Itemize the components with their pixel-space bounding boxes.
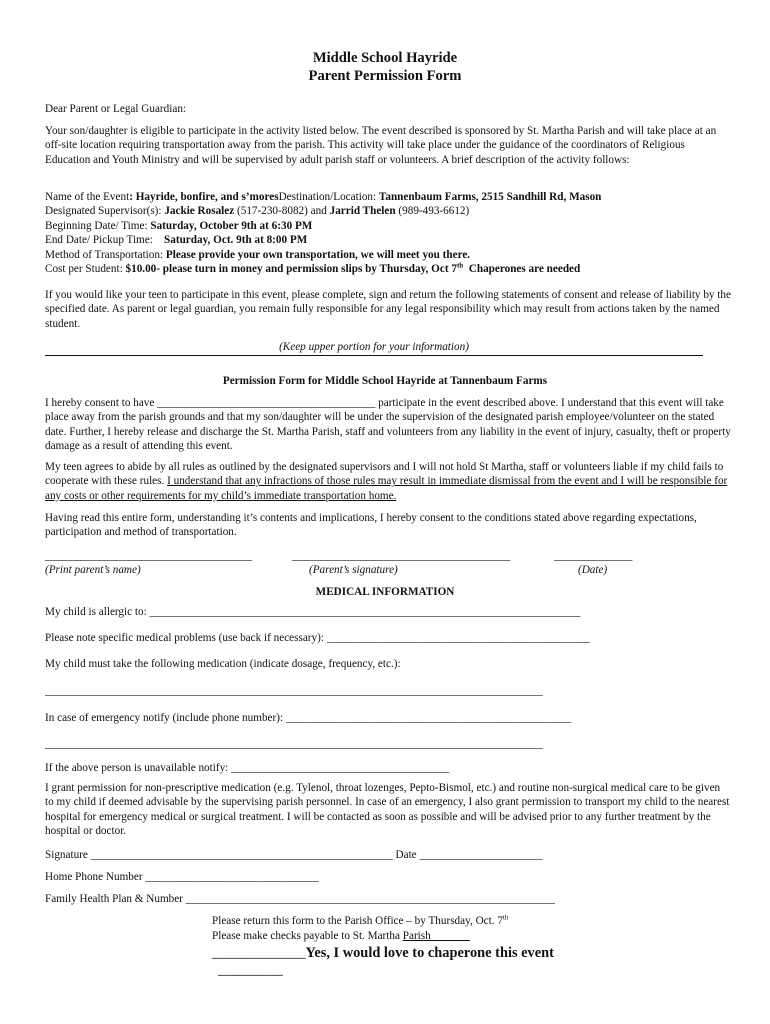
health-plan-field[interactable]: Family Health Plan & Number __________________________________________________________________: [45, 893, 555, 905]
medical-problems-field[interactable]: Please note specific medical problems (use back if necessary): _______________________________________________: [45, 632, 590, 644]
transport-line: Method of Transportation: Please provide your own transportation, we will meet you there.: [45, 248, 471, 261]
alternate-contact-field[interactable]: If the above person is unavailable notify: _______________________________________: [45, 762, 450, 774]
chaperone-blank-2[interactable]: _________: [218, 962, 283, 978]
event-name-line: Name of the Event: Hayride, bonfire, and s’moresDestination/Location: Tannenbaum Farms, 2515 Sandhill Rd, Mason: [45, 191, 602, 203]
parent-signature-line[interactable]: _______________________________________: [292, 550, 511, 562]
home-phone-field[interactable]: Home Phone Number _______________________________: [45, 871, 319, 883]
medication-prompt: My child must take the following medication (indicate dosage, frequency, etc.):: [45, 658, 401, 670]
rules-paragraph: My teen agrees to abide by all rules as outlined by the designated supervisors and I will not hold St Martha, staff or volunteers liable if my child fails to cooperate with these rules. I understand that any infractions of those rules may result in immediate dismissal from the event and I will be responsible for any costs or other requirements for my child’s immediate transportation home.: [45, 461, 728, 502]
permission-heading: Permission Form for Middle School Hayride at Tannenbaum Farms: [222, 375, 548, 387]
print-name-label: (Print parent’s name): [45, 564, 141, 576]
intro-paragraph: Your son/daughter is eligible to participate in the activity listed below. The event described is sponsored by St. Martha Parish and will take place at an off-site location requiring transportation away from the parish. This activity will take place under the guidance of the coordinators of Religious Education and Youth Ministry and will be supervised by adult parish staff or volunteers. A brief description of the activity follows:: [45, 125, 717, 166]
consent-paragraph: I hereby consent to have _______________________________________ participate in the event described above. I understand that this event will take place away from the parish grounds and that my son/daughter will be under the supervision of the designated parish employee/volunteer on the stated date. Further, I hereby release and discharge the St. Martha Parish, staff and volunteers from any liability in the event of injury, casualty, theft or property damage as a result of attending this event.: [45, 397, 731, 453]
begin-line: Beginning Date/ Time: Saturday, October 9th at 6:30 PM: [45, 219, 313, 232]
date-label: (Date): [578, 564, 608, 576]
read-paragraph: Having read this entire form, understanding it’s contents and implications, I hereby consent to the conditions stated above regarding expectations, participation and method of transportation.: [45, 512, 697, 539]
form-subtitle: Parent Permission Form: [308, 68, 462, 84]
return-instruction: Please return this form to the Parish Office – by Thursday, Oct. 7th: [212, 913, 509, 927]
greeting: Dear Parent or Legal Guardian:: [45, 103, 187, 115]
keep-note: (Keep upper portion for your information): [279, 341, 469, 353]
date-line[interactable]: ______________: [554, 550, 633, 562]
cost-line: Cost per Student: $10.00- please turn in money and permission slips by Thursday, Oct 7th Chaperones are needed: [45, 261, 581, 276]
medical-signature-field[interactable]: Signature ______________________________________________________ Date ______________________: [45, 849, 543, 861]
allergy-field[interactable]: My child is allergic to: _____________________________________________________________________________: [45, 606, 581, 618]
grant-paragraph: I grant permission for non-prescriptive medication (e.g. Tylenol, throat lozenges, Pepto-Bismol, etc.) and routine non-surgical medical care to be given to my child if deemed advisable by the supervising parish personnel. In case of an emergency, I also grant permission to transport my child to the nearest hospital for emergency medical or surgical treatment. I will be contacted as soon as possible and will be advised prior to any further treatment by the hospital or doctor.: [45, 782, 730, 838]
end-line: End Date/ Pickup Time: Saturday, Oct. 9th at 8:00 PM: [45, 234, 308, 247]
signature-label: (Parent’s signature): [309, 564, 398, 576]
medical-heading: MEDICAL INFORMATION: [315, 586, 455, 598]
form-title: Middle School Hayride: [312, 50, 458, 66]
consent-note: If you would like your teen to participate in this event, please complete, sign and return the following statements of consent and release of liability by the specified date. As parent or legal guardian, you remain fully responsible for any legal responsibility which may result from actions taken by the named student.: [45, 289, 731, 330]
emergency-contact-blank[interactable]: _________________________________________________________________________________________: [45, 738, 543, 750]
separator-line: [45, 355, 703, 356]
chaperone-line[interactable]: _____________Yes, I would love to chaperone this event: [212, 945, 554, 961]
medication-blank[interactable]: _________________________________________________________________________________________: [45, 685, 543, 697]
supervisor-line: Designated Supervisor(s): Jackie Rosalez (517-230-8082) and Jarrid Thelen (989-493-6612): [45, 205, 470, 218]
event-details: [45, 190, 731, 276]
parent-name-line[interactable]: _____________________________________: [45, 550, 252, 562]
emergency-contact-field[interactable]: In case of emergency notify (include phone number): ___________________________________________________: [45, 712, 572, 724]
checks-instruction: Please make checks payable to St. Martha Parish_______: [212, 930, 470, 942]
